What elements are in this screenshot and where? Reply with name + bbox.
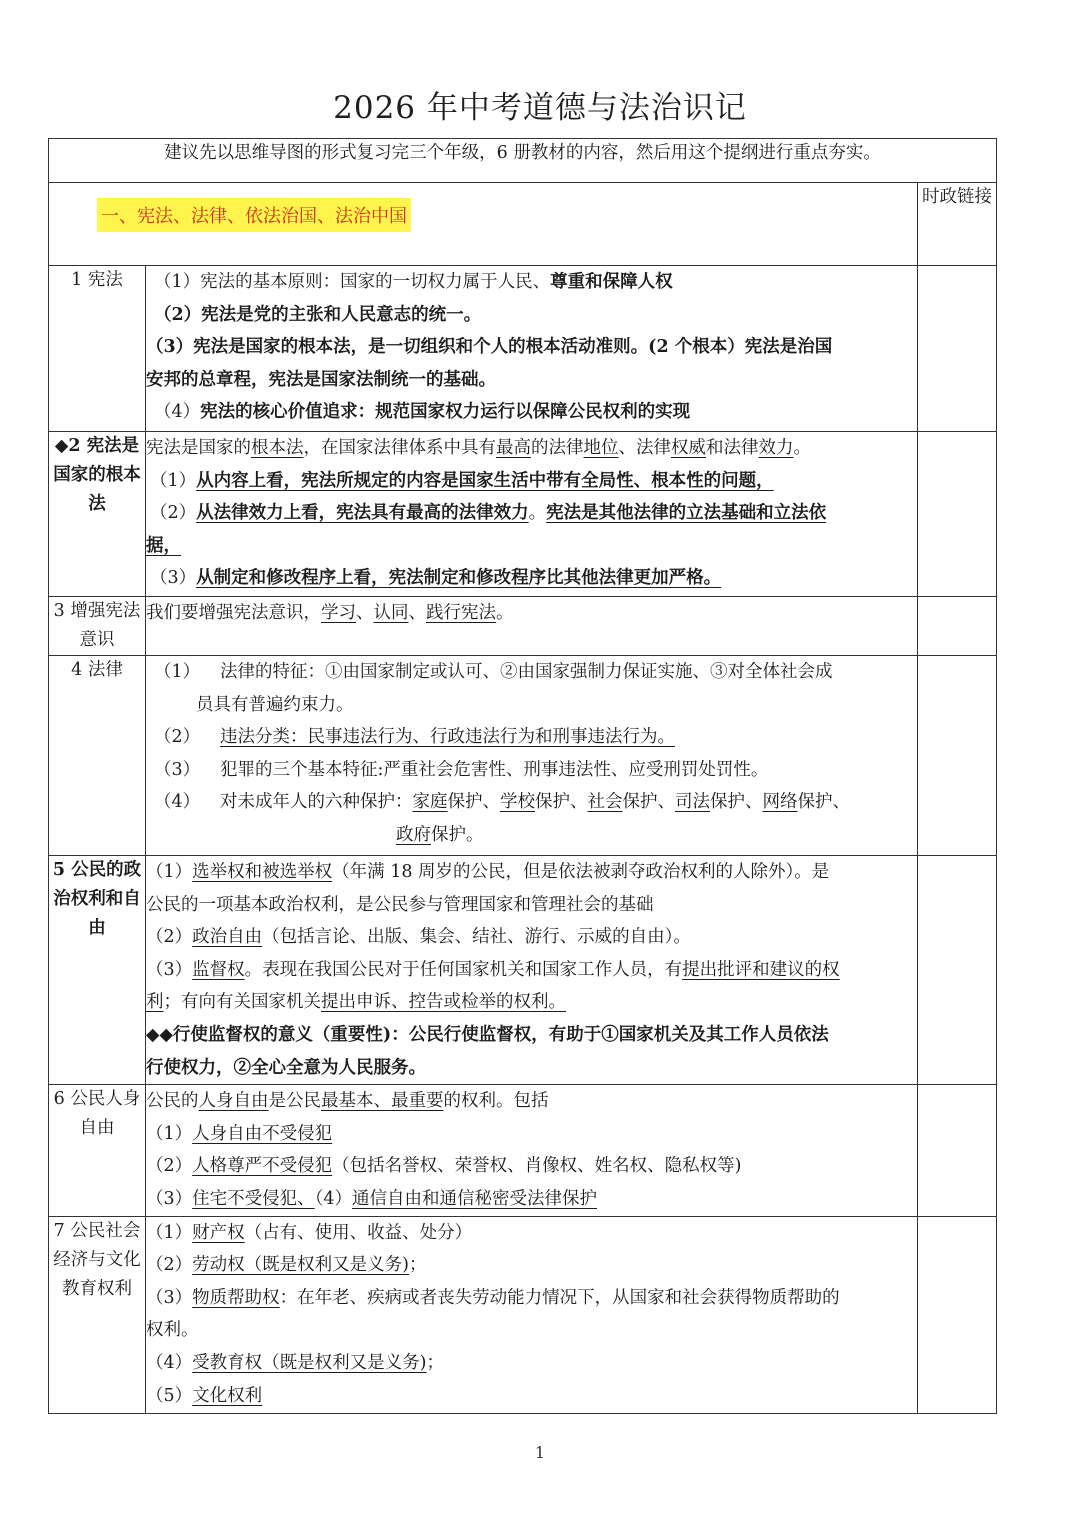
table-row [49,856,997,1085]
content-line: （3）宪法是国家的根本法，是一切组织和个人的根本活动准则。(2 个根本）宪法是治国 [146,337,833,358]
content-line: （3）从制定和修改程序上看，宪法制定和修改程序比其他法律更加严格。 [150,568,722,589]
link-cell [918,597,997,656]
row-label: 7 公民社会经济与文化教育权利 [49,1216,146,1413]
content-line: ◆◆行使监督权的意义（重要性)：公民行使监督权，有助于①国家机关及其工作人员依法 [146,1024,829,1045]
link-cell [918,1085,997,1216]
intro-row [49,139,997,183]
content-line: （3）物质帮助权：在年老、疾病或者丧失劳动能力情况下，从国家和社会获得物质帮助的 [146,1287,840,1308]
content-line: （3）住宅不受侵犯、（4）通信自由和通信秘密受法律保护 [146,1188,598,1209]
link-column-header: 时政链接 [918,183,997,266]
link-cell [918,432,997,597]
link-cell [918,856,997,1085]
content-line: 我们要增强宪法意识，学习、认同、践行宪法。 [146,603,514,623]
content-line: 安邦的总章程，宪法是国家法制统一的基础。 [146,369,496,390]
content-line: 权利。 [146,1320,199,1341]
row-content [146,266,918,432]
content-line: （1） 法律的特征：①由国家制定或认可、②由国家强制力保证实施、③对全体社会成 [154,662,833,682]
table-row [49,266,997,432]
content-line: （4）宪法的核心价值追求：规范国家权力运行以保障公民权利的实现 [154,402,691,423]
link-cell [918,1216,997,1413]
content-line: （1）财产权（占有、使用、收益、处分） [146,1222,473,1243]
table-row [49,656,997,856]
content-line: 公民的人身自由是公民最基本、最重要的权利。包括 [146,1091,549,1112]
content-line: （4）受教育权（既是权利又是义务)； [146,1352,444,1373]
content-line: 据， [146,535,181,556]
intro-text: 建议先以思维导图的形式复习完三个年级，6 册教材的内容，然后用这个提纲进行重点夯实。 [49,139,997,183]
section-row [49,183,997,266]
content-line: 政府保护。 [396,824,484,845]
table-row [49,597,997,656]
page-title: 2026 年中考道德与法治识记 [333,90,747,126]
row-label: 3 增强宪法意识 [49,597,146,656]
table-row [49,1216,997,1413]
content-line: 员具有普遍约束力。 [196,694,354,715]
row-label: 1 宪法 [49,266,146,432]
content-line: （2）宪法是党的主张和人民意志的统一。 [154,304,482,325]
content-line: （2）劳动权（既是权利又是义务)； [146,1255,427,1276]
row-content [146,1216,918,1413]
row-content [146,432,918,597]
row-label: 4 法律 [49,656,146,856]
content-line: （3） 犯罪的三个基本特征:严重社会危害性、刑事违法性、应受刑罚处罚性。 [154,759,769,780]
content-line: （3）监督权。表现在我国公民对于任何国家机关和国家工作人员，有提出批评和建议的权 [146,959,840,980]
content-line: （1）选举权和被选举权（年满 18 周岁的公民，但是依法被剥夺政治权利的人除外）。是 [146,862,830,882]
content-line: 公民的一项基本政治权利，是公民参与管理国家和管理社会的基础 [146,894,654,915]
section-cell [49,183,918,266]
section-title: 一、宪法、法律、依法治国、法治中国 [97,198,411,232]
content-line: （5）文化权利 [146,1385,263,1406]
content-line: 行使权力，②全心全意为人民服务。 [146,1057,426,1078]
content-line: （2）人格尊严不受侵犯（包括名誉权、荣誉权、肖像权、姓名权、隐私权等) [146,1156,742,1177]
content-line: （2）从法律效力上看，宪法具有最高的法律效力。宪法是其他法律的立法基础和立法依 [150,503,827,524]
content-line: （2）政治自由（包括言论、出版、集会、结社、游行、示威的自由）。 [146,927,691,948]
content-line: （2） 违法分类：民事违法行为、行政违法行为和刑事违法行为。 [154,727,675,748]
page-number: 1 [534,1443,546,1462]
row-label: ◆2 宪法是国家的根本法 [49,432,146,597]
content-line: 利；有向有关国家机关提出申诉、控告或检举的权利。 [146,992,566,1013]
content-line: （1）人身自由不受侵犯 [146,1123,333,1144]
table-row [49,432,997,597]
table-row [49,1085,997,1216]
row-content [146,1085,918,1216]
row-content [146,856,918,1085]
row-content [146,597,918,656]
outline-table [48,138,997,1414]
link-cell [918,266,997,432]
row-label: 6 公民人身自由 [49,1085,146,1216]
row-label: 5 公民的政治权利和自由 [49,856,146,1085]
link-cell [918,656,997,856]
row-content [146,656,918,856]
content-line: 宪法是国家的根本法，在国家法律体系中具有最高的法律地位、法律权威和法律效力。 [146,438,811,458]
content-line: （1）宪法的基本原则：国家的一切权力属于人民、尊重和保障人权 [154,272,673,292]
content-line: （1）从内容上看，宪法所规定的内容是国家生活中带有全局性、根本性的问题， [150,470,774,491]
content-line: （4） 对未成年人的六种保护：家庭保护、学校保护、社会保护、司法保护、网络保护、 [154,792,850,813]
